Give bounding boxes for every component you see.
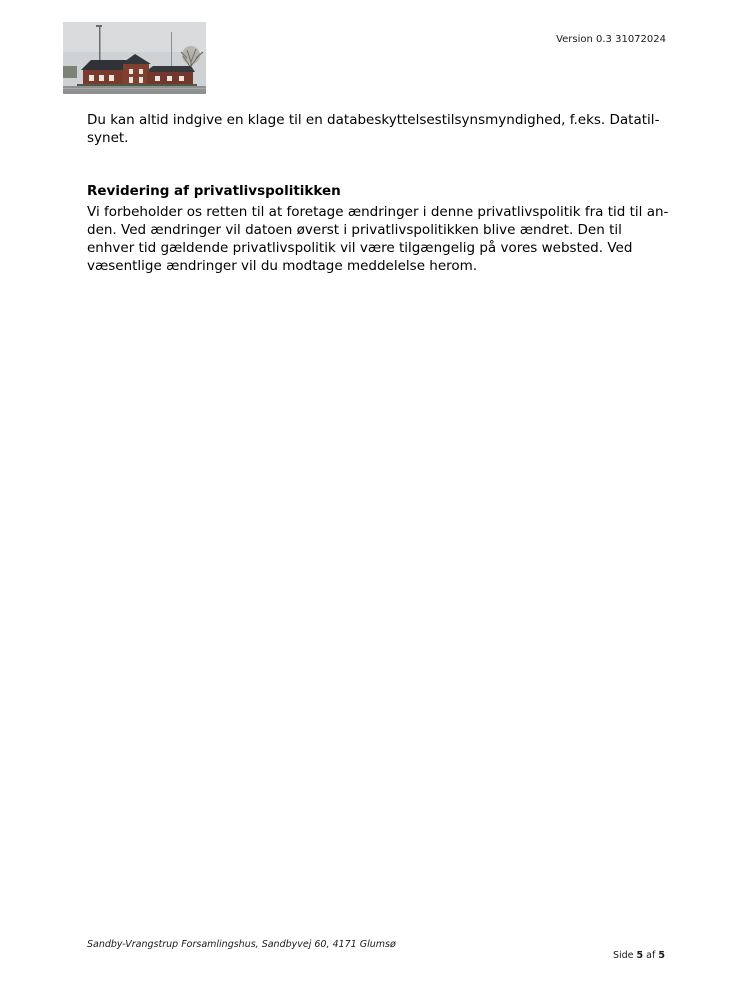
- page-separator: af: [646, 950, 656, 961]
- footer-address: Sandby-Vrangstrup Forsamlingshus, Sandbyvej 60, 4171 Glumsø: [87, 939, 396, 950]
- header-building-photo: [63, 22, 206, 94]
- document-body: [87, 111, 672, 275]
- revision-paragraph: Vi forbeholder os retten til at foretage ændringer i denne privatlivspolitik fra tid til anden. Ved ændringer vil datoen øverst i privatlivspolitikken blive ændret. Den til enhver tid gældende privatlivspolitik vil være tilgængelig på vores websted. Ved væsentlige ændringer vil du modtage meddelelse herom.: [87, 204, 669, 274]
- section-heading-revision: Revidering af privatlivspolitikken: [87, 183, 341, 199]
- page-number: [613, 950, 665, 961]
- page-total: 5: [658, 950, 665, 961]
- complaint-paragraph: Du kan altid indgive en klage til en databeskyttelsestilsynsmyndighed, f.eks. Datatilsynet.: [87, 112, 660, 146]
- page-prefix: Side: [612, 950, 634, 961]
- document-version: Version 0.3 31072024: [556, 34, 666, 45]
- page-current: 5: [636, 950, 644, 961]
